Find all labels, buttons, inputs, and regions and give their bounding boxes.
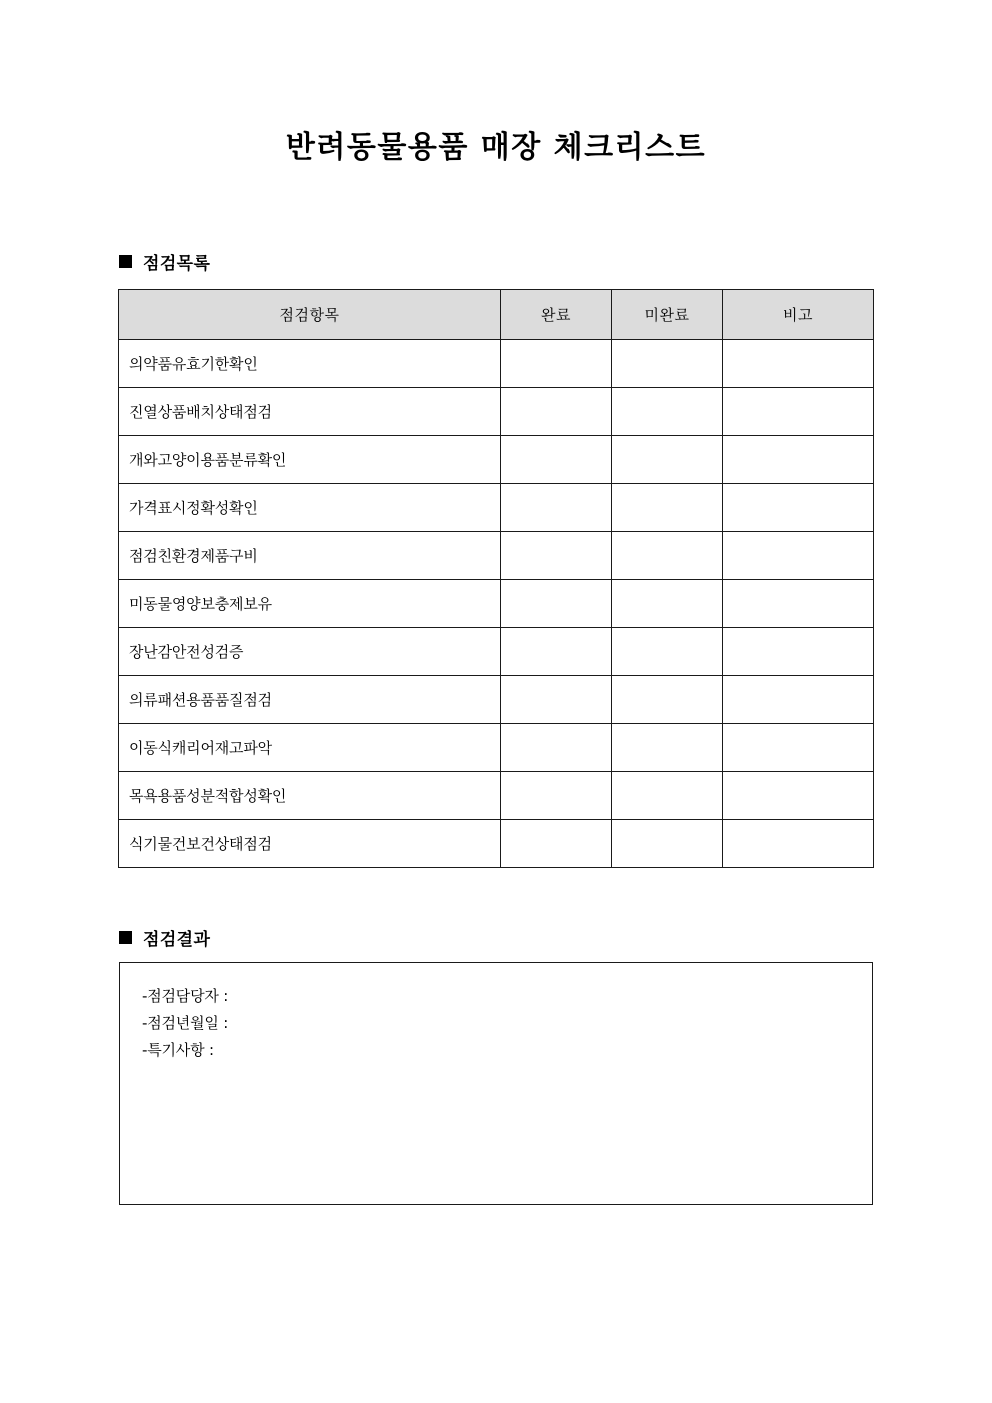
- table-row: [119, 580, 874, 628]
- checklist-done-cell[interactable]: [501, 484, 612, 532]
- checklist-done-cell[interactable]: [501, 724, 612, 772]
- table-row: [119, 532, 874, 580]
- checklist-not-done-cell[interactable]: [612, 340, 723, 388]
- checklist-item-label: 의류패션용품품질점검: [119, 676, 501, 724]
- filled-square-icon: [119, 255, 132, 268]
- checklist-not-done-cell[interactable]: [612, 772, 723, 820]
- checklist-note-cell[interactable]: [723, 484, 874, 532]
- checklist-done-cell[interactable]: [501, 580, 612, 628]
- table-row: [119, 628, 874, 676]
- checklist-note-cell[interactable]: [723, 580, 874, 628]
- checklist-done-cell[interactable]: [501, 436, 612, 484]
- checklist-not-done-cell[interactable]: [612, 388, 723, 436]
- checklist-done-cell[interactable]: [501, 676, 612, 724]
- checklist-not-done-cell[interactable]: [612, 532, 723, 580]
- checklist-item-label: 미동물영양보충제보유: [119, 580, 501, 628]
- checklist-table: [118, 289, 874, 868]
- checklist-item-label: 이동식캐리어재고파악: [119, 724, 501, 772]
- checklist-not-done-cell[interactable]: [612, 628, 723, 676]
- checklist-done-cell[interactable]: [501, 388, 612, 436]
- result-notes-box[interactable]: [119, 962, 873, 1205]
- checklist-item-label: 가격표시정확성확인: [119, 484, 501, 532]
- checklist-note-cell[interactable]: [723, 340, 874, 388]
- checklist-note-cell[interactable]: [723, 532, 874, 580]
- checklist-done-cell[interactable]: [501, 340, 612, 388]
- column-header-not-done: 미완료: [612, 290, 723, 340]
- checklist-note-cell[interactable]: [723, 724, 874, 772]
- column-header-done: 완료: [501, 290, 612, 340]
- checklist-done-cell[interactable]: [501, 628, 612, 676]
- result-field-line[interactable]: -점검년월일 :: [142, 1014, 229, 1032]
- checklist-item-label: 진열상품배치상태점검: [119, 388, 501, 436]
- checklist-note-cell[interactable]: [723, 388, 874, 436]
- table-header-row: [119, 290, 874, 340]
- checklist-note-cell[interactable]: [723, 772, 874, 820]
- column-header-note: 비고: [723, 290, 874, 340]
- checklist-done-cell[interactable]: [501, 532, 612, 580]
- checklist-item-label: 장난감안전성검증: [119, 628, 501, 676]
- checklist-note-cell[interactable]: [723, 436, 874, 484]
- checklist-note-cell[interactable]: [723, 676, 874, 724]
- checklist-not-done-cell[interactable]: [612, 820, 723, 868]
- checklist-not-done-cell[interactable]: [612, 580, 723, 628]
- checklist-not-done-cell[interactable]: [612, 484, 723, 532]
- section-heading-result-label: 점검결과: [143, 930, 211, 950]
- table-row: [119, 340, 874, 388]
- table-row: [119, 484, 874, 532]
- column-header-item: 점검항목: [119, 290, 501, 340]
- table-row: [119, 676, 874, 724]
- section-heading-result: [119, 925, 210, 950]
- checklist-item-label: 목욕용품성분적합성확인: [119, 772, 501, 820]
- table-row: [119, 436, 874, 484]
- checklist-item-label: 식기물건보건상태점검: [119, 820, 501, 868]
- result-field-line[interactable]: -점검담당자 :: [142, 987, 229, 1005]
- section-heading-checklist-label: 점검목록: [143, 254, 211, 274]
- checklist-item-label: 의약품유효기한확인: [119, 340, 501, 388]
- table-row: [119, 724, 874, 772]
- checklist-not-done-cell[interactable]: [612, 676, 723, 724]
- checklist-done-cell[interactable]: [501, 820, 612, 868]
- table-row: [119, 772, 874, 820]
- checklist-note-cell[interactable]: [723, 820, 874, 868]
- section-heading-checklist: [119, 249, 210, 274]
- checklist-not-done-cell[interactable]: [612, 724, 723, 772]
- table-row: [119, 820, 874, 868]
- result-field-line[interactable]: -특기사항 :: [142, 1041, 214, 1059]
- checklist-done-cell[interactable]: [501, 772, 612, 820]
- checklist-item-label: 점검친환경제품구비: [119, 532, 501, 580]
- checklist-table-body: [119, 340, 874, 868]
- checklist-note-cell[interactable]: [723, 628, 874, 676]
- table-row: [119, 388, 874, 436]
- page-title: 반려동물용품 매장 체크리스트: [285, 130, 707, 165]
- filled-square-icon: [119, 931, 132, 944]
- checklist-not-done-cell[interactable]: [612, 436, 723, 484]
- checklist-item-label: 개와고양이용품분류확인: [119, 436, 501, 484]
